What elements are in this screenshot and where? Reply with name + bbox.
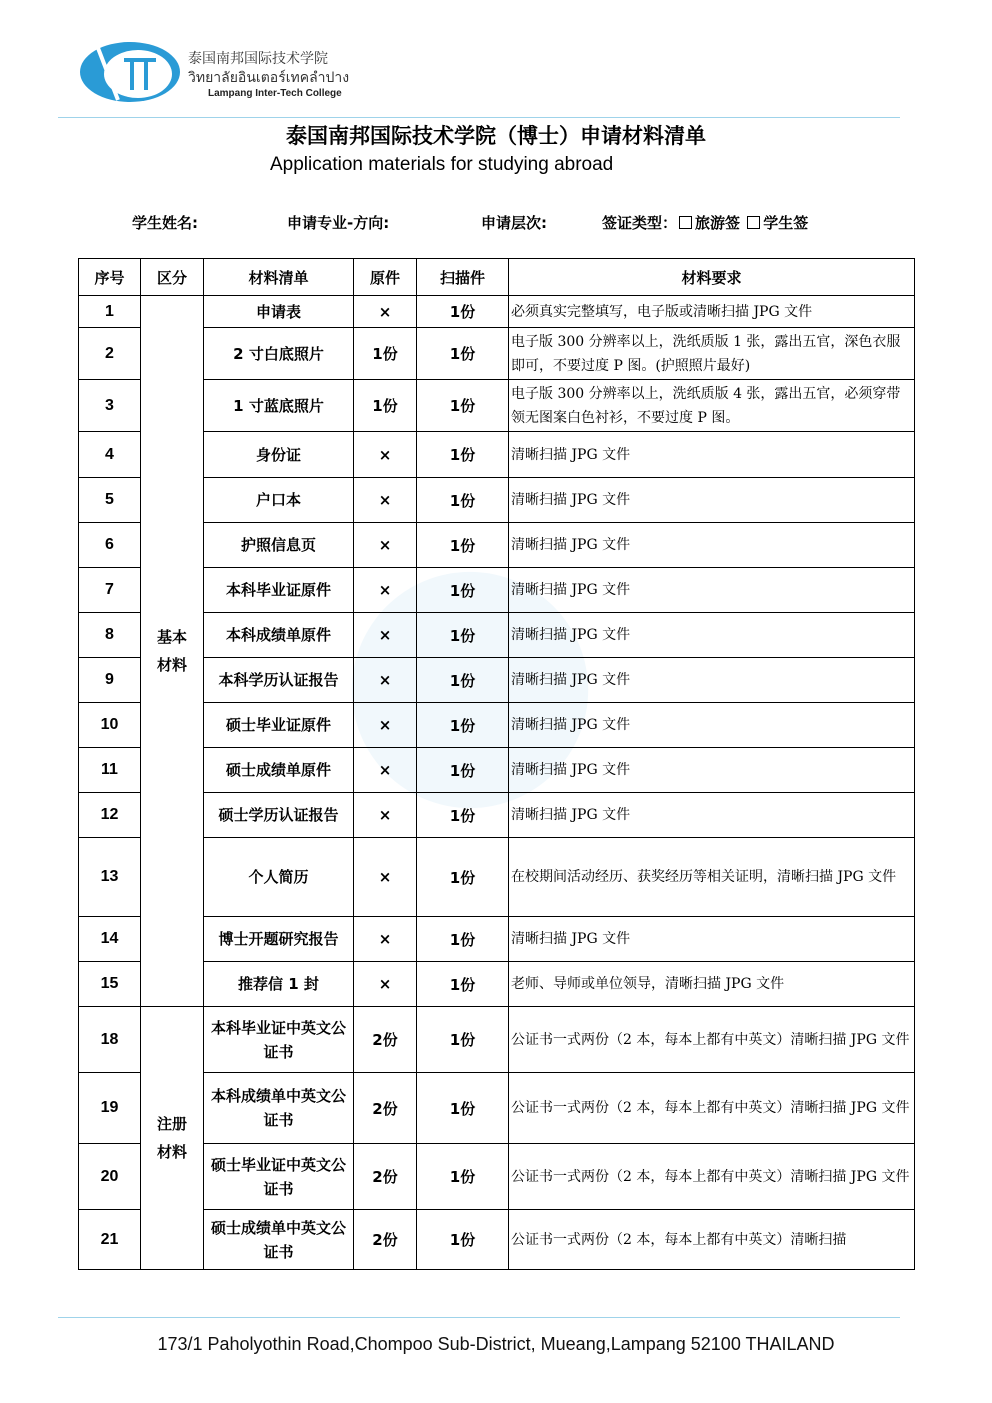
- scan-count: 1份: [417, 1210, 509, 1270]
- major-label: 申请专业-方向:: [287, 214, 390, 232]
- table-row: [79, 568, 915, 613]
- scan-count: 1份: [417, 568, 509, 613]
- row-number: 18: [79, 1007, 141, 1073]
- visa-student-checkbox[interactable]: [747, 216, 760, 229]
- table-row: [79, 296, 915, 328]
- requirement-text: 清晰扫描 JPG 文件: [509, 568, 915, 613]
- row-number: 19: [79, 1073, 141, 1144]
- original-count: 1份: [354, 380, 417, 432]
- scan-count: 1份: [417, 523, 509, 568]
- header-category: 区分: [141, 259, 204, 296]
- logo-name-cn: 泰国南邦国际技术学院: [188, 51, 328, 67]
- scan-count: 1份: [417, 380, 509, 432]
- material-item: 硕士成绩单原件: [204, 748, 354, 793]
- scan-count: 1份: [417, 296, 509, 328]
- table-row: [79, 1144, 915, 1210]
- table-row: [79, 1210, 915, 1270]
- material-item: 个人简历: [204, 838, 354, 917]
- scan-count: 1份: [417, 962, 509, 1007]
- material-item: 户口本: [204, 478, 354, 523]
- requirement-text: 清晰扫描 JPG 文件: [509, 703, 915, 748]
- visa-type-field: [602, 212, 808, 233]
- table-row: [79, 917, 915, 962]
- level-label: 申请层次:: [481, 214, 547, 232]
- requirement-text: 必须真实完整填写，电子版或清晰扫描 JPG 文件: [509, 296, 915, 328]
- material-item: 推荐信 1 封: [204, 962, 354, 1007]
- college-emblem-icon: [78, 38, 188, 108]
- row-number: 3: [79, 380, 141, 432]
- row-number: 10: [79, 703, 141, 748]
- original-count: 2份: [354, 1073, 417, 1144]
- material-item: 本科毕业证原件: [204, 568, 354, 613]
- scan-count: 1份: [417, 613, 509, 658]
- requirement-text: 公证书一式两份（2 本，每本上都有中英文）清晰扫描 JPG 文件: [509, 1007, 915, 1073]
- table-row: [79, 380, 915, 432]
- row-number: 11: [79, 748, 141, 793]
- table-row: [79, 1073, 915, 1144]
- original-count: 1份: [354, 328, 417, 380]
- material-item: 博士开题研究报告: [204, 917, 354, 962]
- row-number: 4: [79, 432, 141, 478]
- header-scan: 扫描件: [417, 259, 509, 296]
- requirement-text: 电子版 300 分辨率以上，洗纸质版 1 张，露出五官，深色衣服即可，不要过度 P 图。(护照照片最好): [509, 328, 915, 380]
- header-original: 原件: [354, 259, 417, 296]
- table-row: [79, 478, 915, 523]
- row-number: 5: [79, 478, 141, 523]
- original-count: ×: [354, 793, 417, 838]
- header-divider: [58, 117, 900, 118]
- requirement-text: 老师、导师或单位领导，清晰扫描 JPG 文件: [509, 962, 915, 1007]
- material-item: 本科成绩单中英文公证书: [204, 1073, 354, 1144]
- table-row: [79, 523, 915, 568]
- material-item: 本科学历认证报告: [204, 658, 354, 703]
- material-item: 护照信息页: [204, 523, 354, 568]
- requirement-text: 在校期间活动经历、获奖经历等相关证明，清晰扫描 JPG 文件: [509, 838, 915, 917]
- table-row: [79, 962, 915, 1007]
- row-number: 21: [79, 1210, 141, 1270]
- logo-name-en: Lampang Inter-Tech College: [208, 88, 342, 99]
- row-number: 2: [79, 328, 141, 380]
- scan-count: 1份: [417, 838, 509, 917]
- original-count: ×: [354, 838, 417, 917]
- material-item: 硕士毕业证中英文公证书: [204, 1144, 354, 1210]
- scan-count: 1份: [417, 917, 509, 962]
- original-count: 2份: [354, 1144, 417, 1210]
- scan-count: 1份: [417, 703, 509, 748]
- table-header-row: [79, 259, 915, 296]
- material-item: 申请表: [204, 296, 354, 328]
- original-count: ×: [354, 613, 417, 658]
- college-logo: [78, 38, 378, 108]
- material-item: 硕士学历认证报告: [204, 793, 354, 838]
- original-count: ×: [354, 917, 417, 962]
- scan-count: 1份: [417, 793, 509, 838]
- requirement-text: 公证书一式两份（2 本，每本上都有中英文）清晰扫描: [509, 1210, 915, 1270]
- scan-count: 1份: [417, 432, 509, 478]
- material-item: 硕士成绩单中英文公证书: [204, 1210, 354, 1270]
- requirement-text: 清晰扫描 JPG 文件: [509, 917, 915, 962]
- materials-table: [78, 258, 915, 1270]
- scan-count: 1份: [417, 328, 509, 380]
- footer-address: 173/1 Paholyothin Road,Chompoo Sub-District, Mueang,Lampang 52100 THAILAND: [157, 1334, 835, 1354]
- header-no: 序号: [79, 259, 141, 296]
- table-row: [79, 613, 915, 658]
- requirement-text: 清晰扫描 JPG 文件: [509, 793, 915, 838]
- row-number: 14: [79, 917, 141, 962]
- requirement-text: 公证书一式两份（2 本，每本上都有中英文）清晰扫描 JPG 文件: [509, 1073, 915, 1144]
- original-count: ×: [354, 296, 417, 328]
- student-name-label: 学生姓名:: [132, 214, 198, 232]
- original-count: ×: [354, 748, 417, 793]
- logo-name-th: วิทยาลัยอินเตอร์เทคลำปาง: [188, 70, 350, 86]
- original-count: 2份: [354, 1210, 417, 1270]
- header-requirement: 材料要求: [509, 259, 915, 296]
- category-label: 基本 材料: [156, 628, 187, 674]
- material-item: 本科成绩单原件: [204, 613, 354, 658]
- material-item: 2 寸白底照片: [204, 328, 354, 380]
- row-number: 7: [79, 568, 141, 613]
- requirement-text: 清晰扫描 JPG 文件: [509, 613, 915, 658]
- row-number: 1: [79, 296, 141, 328]
- material-item: 本科毕业证中英文公证书: [204, 1007, 354, 1073]
- requirement-text: 清晰扫描 JPG 文件: [509, 478, 915, 523]
- visa-tourist-checkbox[interactable]: [679, 216, 692, 229]
- row-number: 13: [79, 838, 141, 917]
- table-row: [79, 793, 915, 838]
- scan-count: 1份: [417, 658, 509, 703]
- requirement-text: 清晰扫描 JPG 文件: [509, 658, 915, 703]
- original-count: ×: [354, 568, 417, 613]
- requirement-text: 清晰扫描 JPG 文件: [509, 523, 915, 568]
- original-count: ×: [354, 703, 417, 748]
- page-subtitle: Application materials for studying abroad: [270, 154, 614, 175]
- scan-count: 1份: [417, 1007, 509, 1073]
- scan-count: 1份: [417, 1144, 509, 1210]
- original-count: ×: [354, 962, 417, 1007]
- scan-count: 1份: [417, 478, 509, 523]
- row-number: 20: [79, 1144, 141, 1210]
- material-item: 1 寸蓝底照片: [204, 380, 354, 432]
- requirement-text: 清晰扫描 JPG 文件: [509, 432, 915, 478]
- row-number: 8: [79, 613, 141, 658]
- visa-student-label: 学生签: [763, 214, 809, 232]
- table-row: [79, 703, 915, 748]
- visa-type-label: 签证类型：: [602, 214, 678, 232]
- visa-tourist-label: 旅游签: [695, 214, 741, 232]
- category-label: 注册 材料: [156, 1115, 187, 1161]
- table-row: [79, 1007, 915, 1073]
- header-item: 材料清单: [204, 259, 354, 296]
- original-count: ×: [354, 523, 417, 568]
- material-item: 身份证: [204, 432, 354, 478]
- table-row: [79, 838, 915, 917]
- page-title: 泰国南邦国际技术学院（博士）申请材料清单: [286, 124, 706, 148]
- table-row: [79, 748, 915, 793]
- requirement-text: 电子版 300 分辨率以上，洗纸质版 4 张，露出五官，必须穿带领无图案白色衬衫，不要过度 P 图。: [509, 380, 915, 432]
- table-row: [79, 658, 915, 703]
- row-number: 15: [79, 962, 141, 1007]
- footer-divider: [58, 1317, 900, 1318]
- scan-count: 1份: [417, 748, 509, 793]
- row-number: 12: [79, 793, 141, 838]
- original-count: ×: [354, 478, 417, 523]
- row-number: 6: [79, 523, 141, 568]
- row-number: 9: [79, 658, 141, 703]
- original-count: 2份: [354, 1007, 417, 1073]
- table-row: [79, 328, 915, 380]
- requirement-text: 公证书一式两份（2 本，每本上都有中英文）清晰扫描 JPG 文件: [509, 1144, 915, 1210]
- requirement-text: 清晰扫描 JPG 文件: [509, 748, 915, 793]
- scan-count: 1份: [417, 1073, 509, 1144]
- category-register: [141, 1007, 204, 1270]
- category-basic: [141, 296, 204, 1007]
- table-row: [79, 432, 915, 478]
- material-item: 硕士毕业证原件: [204, 703, 354, 748]
- original-count: ×: [354, 432, 417, 478]
- original-count: ×: [354, 658, 417, 703]
